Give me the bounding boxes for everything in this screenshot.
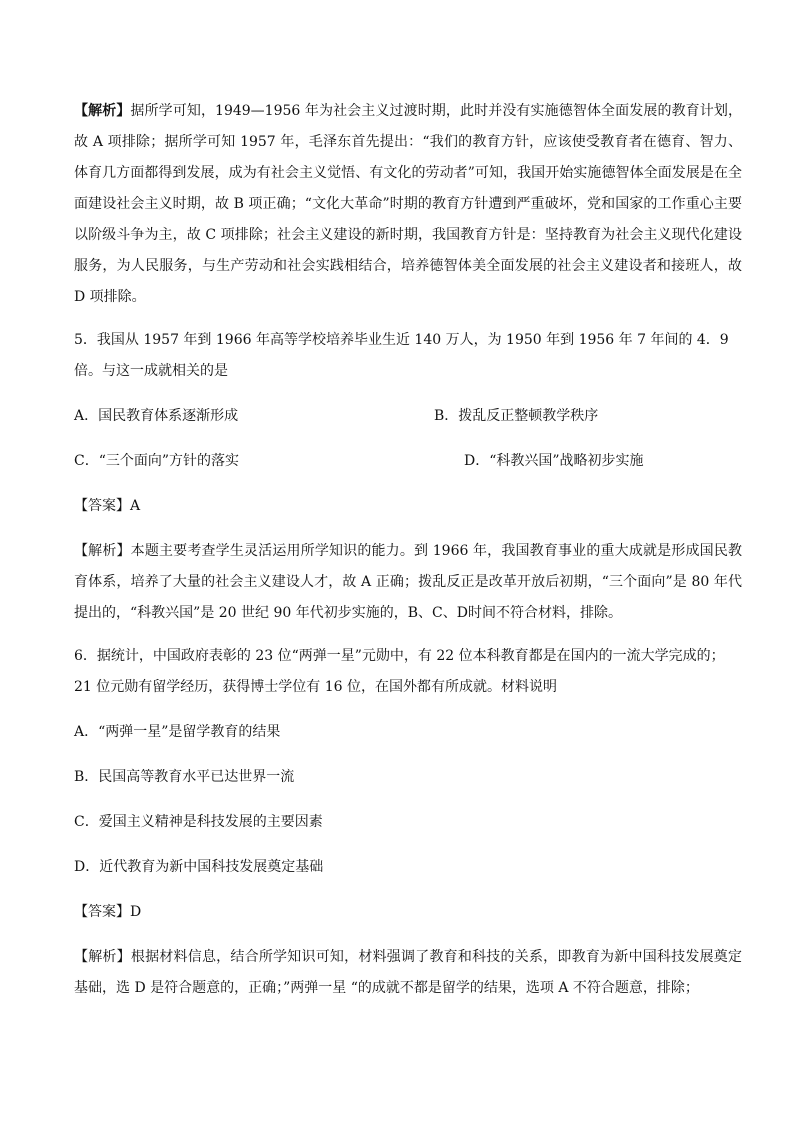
answer-label: 【答案】 bbox=[74, 498, 130, 514]
question-6-stem: 6．据统计，中国政府表彰的 23 位“两弹一星”元勋中，有 22 位本科教育都是在国内的一流大学完成的；21 位元勋有留学经历，获得博士学位有 16 位，在国外都有所成就。材料说明 bbox=[74, 648, 725, 695]
question-5-options-row2 bbox=[74, 446, 742, 477]
question-5-stem: 5．我国从 1957 年到 1966 年高等学校培养毕业生近 140 万人，为 1950 年到 1956 年 7 年间的 4．9 倍。与这一成就相关的是 bbox=[74, 332, 729, 379]
answer-value: D bbox=[130, 904, 142, 920]
analysis-text: 据所学可知，1949—1956 年为社会主义过渡时期，此时并没有实施德智体全面发展的教育计划，故 A 项排除；据所学可知 1957 年，毛泽东首先提出：“我们的教育方针，应该使受教育者在德育、智力、体育几方面都得到发展，成为有社会主义觉悟、有文化的劳动者”可知，我国开始实施德智体全面发展是在全面建设社会主义时期，故 B 项正确；“文化大革命”时期的教育方针遭到严重破坏，党和国家的工作重心主要以阶级斗争为主，故 C 项排除；社会主义建设的新时期，我国教育方针是：坚持教育为社会主义现代化建设服务，为人民服务，与生产劳动和社会实践相结合，培养德智体美全面发展的社会主义建设者和接班人，故 D 项排除。 bbox=[74, 103, 742, 305]
answer-label: 【答案】 bbox=[74, 904, 130, 920]
answer-value: A bbox=[130, 498, 141, 514]
question-6-answer bbox=[74, 897, 742, 928]
option-6b: B．民国高等教育水平已达世界一流 bbox=[74, 769, 295, 785]
option-6d: D．近代教育为新中国科技发展奠定基础 bbox=[74, 859, 324, 875]
question-5-answer bbox=[74, 491, 742, 522]
option-5c: C．“三个面向”方针的落实 bbox=[74, 453, 240, 469]
analysis-text: 根据材料信息，结合所学知识可知，材料强调了教育和科技的关系，即教育为新中国科技发展奠定基础，选 D 是符合题意的，正确；”两弹一星 “的成就不都是留学的结果，选项 A 不符合题意，排除； bbox=[74, 949, 743, 996]
analysis-label: 【解析】 bbox=[74, 103, 131, 119]
option-6a: A．“两弹一星”是留学教育的结果 bbox=[74, 724, 281, 740]
option-5b: B．拨乱反正整顿教学秩序 bbox=[434, 408, 599, 424]
analysis-text: 本题主要考查学生灵活运用所学知识的能力。到 1966 年，我国教育事业的重大成就是形成国民教育体系，培养了大量的社会主义建设人才，故 A 正确；拨乱反正是改革开放后初期，“三个面向”是 80 年代提出的，“科教兴国”是 20 世纪 90 年代初步实施的，B、C、D时间不符合材料，排除。 bbox=[74, 543, 743, 621]
document-page bbox=[74, 96, 742, 1016]
analysis-label: 【解析】 bbox=[74, 949, 131, 965]
question-6-analysis bbox=[74, 942, 742, 1004]
option-5d: D．“科教兴国”战略初步实施 bbox=[464, 453, 644, 469]
analysis-label: 【解析】 bbox=[74, 543, 131, 559]
option-5a: A．国民教育体系逐渐形成 bbox=[74, 408, 239, 424]
question-5-options-row1 bbox=[74, 401, 742, 432]
option-6c: C．爱国主义精神是科技发展的主要因素 bbox=[74, 814, 323, 830]
analysis-block-prev bbox=[74, 96, 742, 313]
question-5-analysis bbox=[74, 536, 742, 629]
